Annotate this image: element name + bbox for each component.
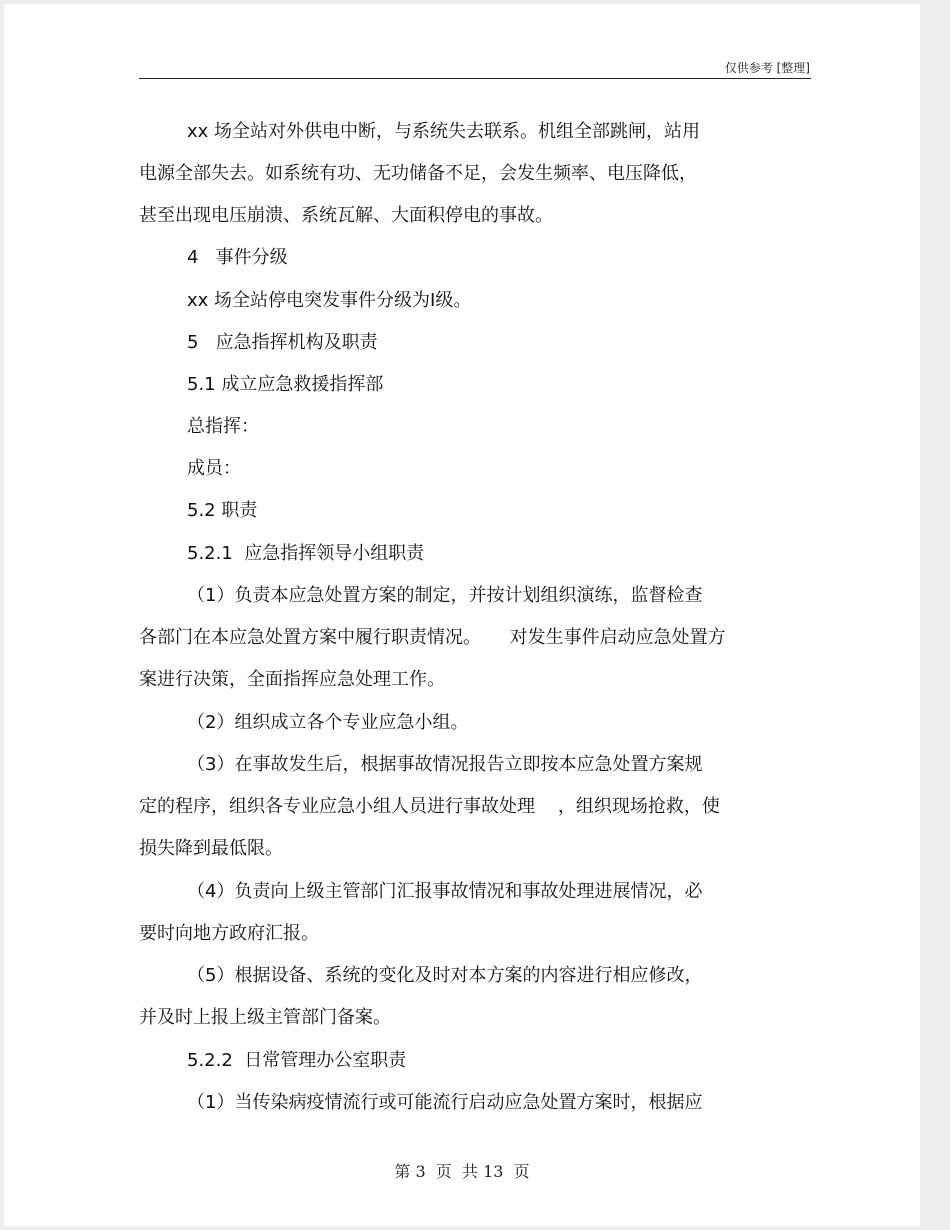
paragraph-line: 成员：	[187, 458, 241, 479]
paragraph-line: 并及时上报上级主管部门备案。	[139, 1007, 391, 1028]
subsection-heading: 5.2.2 日常管理办公室职责	[187, 1050, 407, 1071]
paragraph-line: 电源全部失去。如系统有功、无功储备不足，会发生频率、电压降低，	[139, 163, 697, 184]
paragraph-line: 甚至出现电压崩溃、系统瓦解、大面积停电的事故。	[139, 205, 553, 226]
paragraph-line: 各部门在本应急处置方案中履行职责情况。 对发生事件启动应急处置方	[139, 627, 726, 648]
paragraph-line: （4）负责向上级主管部门汇报事故情况和事故处理进展情况，必	[187, 881, 703, 902]
subsection-heading: 5.1 成立应急救援指挥部	[187, 374, 384, 395]
page-header-text: 仅供参考 [整理]	[724, 61, 810, 75]
paragraph-line: 案进行决策，全面指挥应急处理工作。	[139, 669, 445, 690]
paragraph-line: 定的程序，组织各专业应急小组人员进行事故处理 ，组织现场抢救，使	[139, 796, 720, 817]
paragraph-line: （1）当传染病疫情流行或可能流行启动应急处置方案时，根据应	[187, 1092, 703, 1113]
page-footer: 第 3 页 共 13 页	[394, 1162, 530, 1181]
section-heading: 5 应急指挥机构及职责	[187, 332, 378, 353]
paragraph-line: xx 场全站对外供电中断，与系统失去联系。机组全部跳闸，站用	[187, 121, 701, 142]
paragraph-line: （2）组织成立各个专业应急小组。	[187, 712, 469, 733]
document-page	[4, 4, 920, 1226]
subsection-heading: 5.2.1 应急指挥领导小组职责	[187, 543, 425, 564]
paragraph-line: 要时向地方政府汇报。	[139, 923, 319, 944]
paragraph-line: （3）在事故发生后，根据事故情况报告立即按本应急处置方案规	[187, 754, 703, 775]
paragraph-line: （1）负责本应急处置方案的制定，并按计划组织演练，监督检查	[187, 585, 703, 606]
header-rule	[139, 78, 811, 79]
paragraph-line: （5）根据设备、系统的变化及时对本方案的内容进行相应修改，	[187, 965, 703, 986]
paragraph-line: 总指挥：	[187, 416, 259, 437]
subsection-heading: 5.2 职责	[187, 500, 258, 521]
section-heading: 4 事件分级	[187, 247, 288, 268]
paragraph-line: xx 场全站停电突发事件分级为Ⅰ级。	[187, 290, 472, 311]
paragraph-line: 损失降到最低限。	[139, 838, 283, 859]
